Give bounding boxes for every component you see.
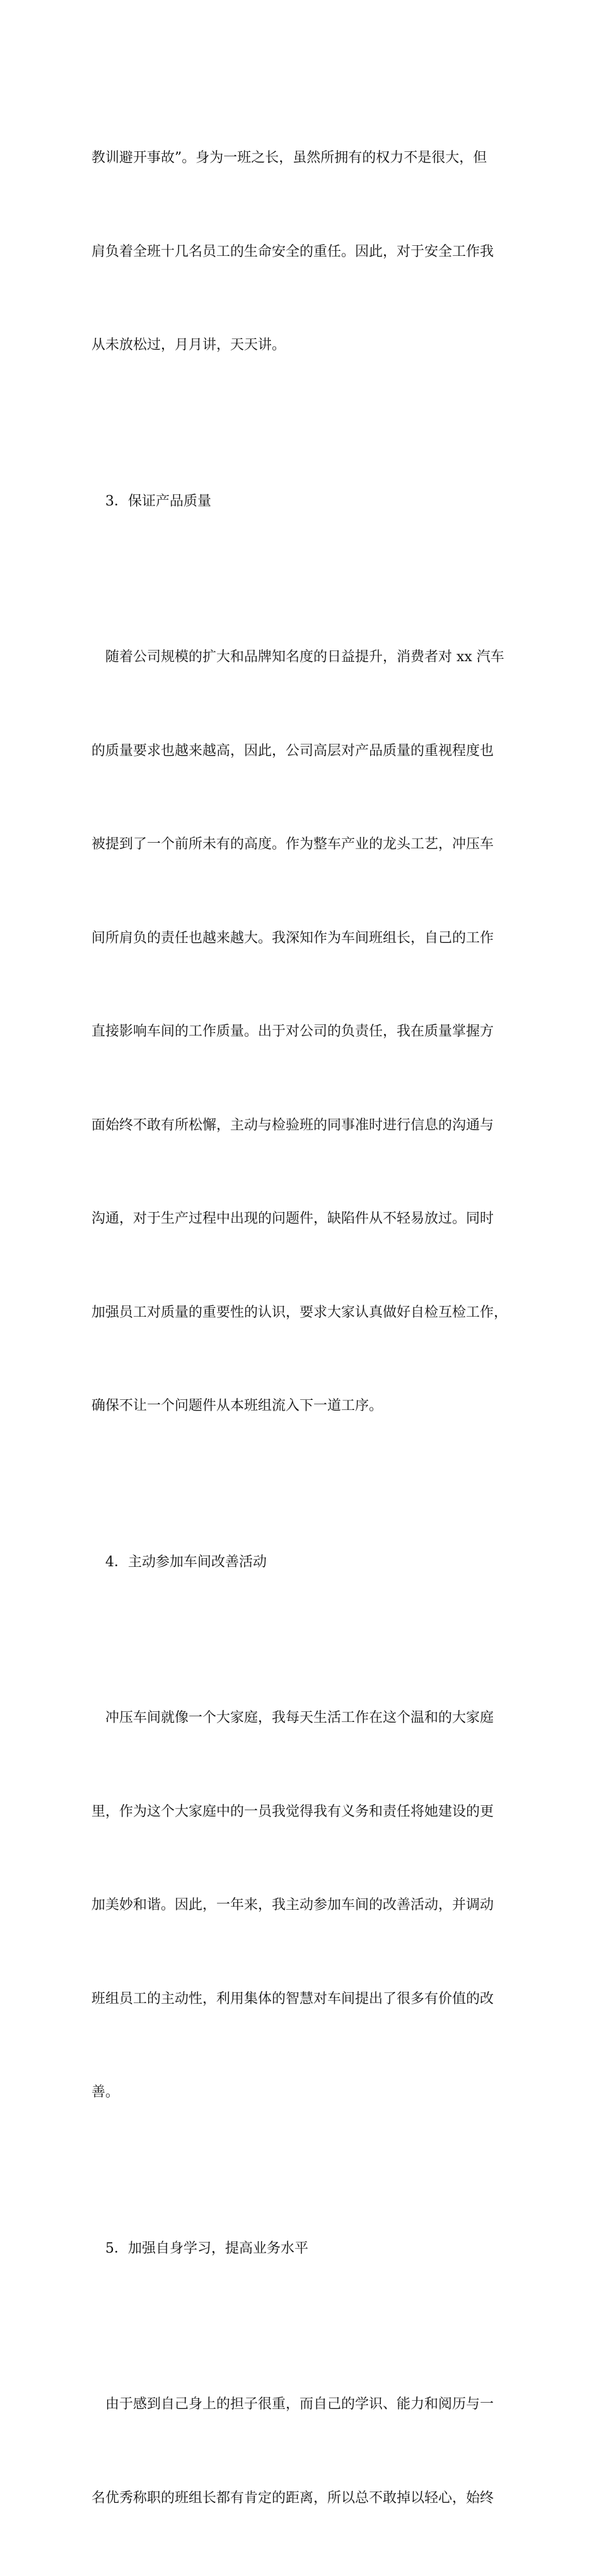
text-line: 沟通，对于生产过程中出现的问题件，缺陷件从不轻易放过。同时 [91, 1211, 494, 1227]
paragraph-self-study [91, 2326, 520, 2576]
text-line: 善。 [91, 2084, 120, 2100]
paragraph-product-quality [91, 579, 520, 1484]
text-line: 的质量要求也越来越高，因此，公司高层对产品质量的重视程度也 [91, 742, 494, 759]
text-line: 确保不让一个问题件从本班组流入下一道工序。 [91, 1398, 383, 1414]
text-line: 里，作为这个大家庭中的一员我觉得我有义务和责任将她建设的更 [91, 1803, 494, 1820]
document-body [91, 80, 520, 2576]
text-line: 肩负着全班十几名员工的生命安全的重任。因此，对于安全工作我 [91, 243, 494, 260]
heading-text: 3．保证产品质量 [105, 493, 211, 509]
heading-text: 4．主动参加车间改善活动 [105, 1554, 267, 1570]
text-line: 间所肩负的责任也越来越大。我深知作为车间班组长，自己的工作 [91, 930, 494, 946]
text-line: 被提到了一个前所未有的高度。作为整车产业的龙头工艺，冲压车 [91, 836, 494, 852]
text-line: 加美妙和谐。因此，一年来，我主动参加车间的改善活动，并调动 [91, 1897, 494, 1913]
text-line: 加强员工对质量的重要性的认识，要求大家认真做好自检互检工作， [91, 1304, 508, 1320]
paragraph-workshop-improvement [91, 1640, 520, 2171]
heading-text: 5．加强自身学习，提高业务水平 [105, 2240, 308, 2256]
section-heading-4 [91, 1484, 520, 1641]
section-heading-3 [91, 424, 520, 580]
text-line: 由于感到自己身上的担子很重，而自己的学识、能力和阅历与一 [105, 2396, 494, 2412]
section-heading-5 [91, 2171, 520, 2327]
text-line: 教训避开事故”。身为一班之长，虽然所拥有的权力不是很大，但 [91, 150, 487, 166]
text-line: 随着公司规模的扩大和品牌知名度的日益提升，消费者对 xx 汽车 [105, 649, 504, 665]
text-line: 冲压车间就像一个大家庭，我每天生活工作在这个温和的大家庭 [105, 1710, 494, 1726]
paragraph-safety-continuation [91, 80, 520, 424]
text-line: 面始终不敢有所松懈，主动与检验班的同事准时进行信息的沟通与 [91, 1117, 494, 1133]
text-line: 班组员工的主动性，利用集体的智慧对车间提出了很多有价值的改 [91, 1990, 494, 2007]
text-line: 从未放松过，月月讲，天天讲。 [91, 337, 286, 353]
text-line: 直接影响车间的工作质量。出于对公司的负责任，我在质量掌握方 [91, 1024, 494, 1039]
text-line: 名优秀称职的班组长都有肯定的距离，所以总不敢掉以轻心，始终 [91, 2490, 494, 2506]
